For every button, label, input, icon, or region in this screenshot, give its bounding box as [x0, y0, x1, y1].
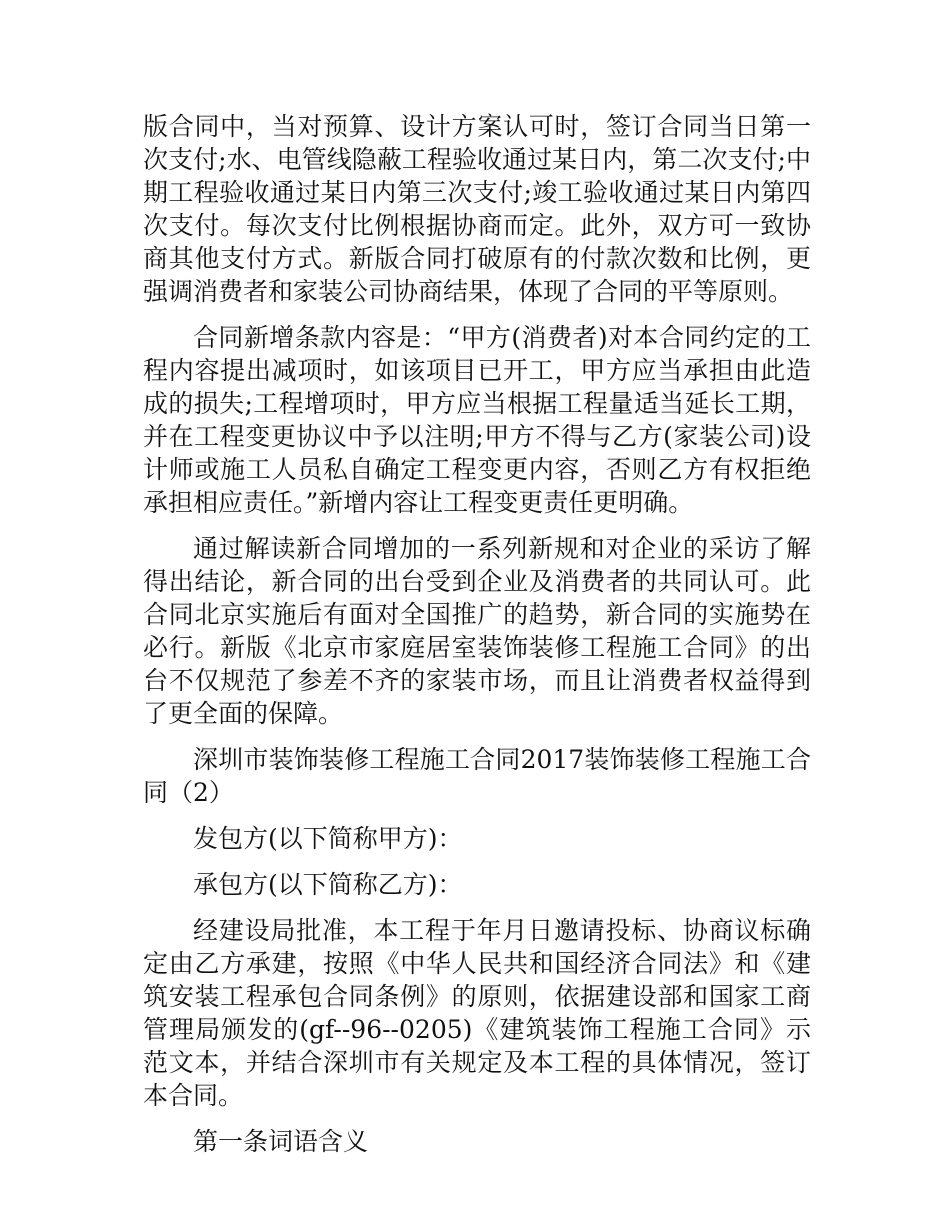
document-body: [143, 110, 811, 1171]
paragraph-conclusion: 通过解读新合同增加的一系列新规和对企业的采访了解得出结论，新合同的出台受到企业及消费者的共同认可。此合同北京实施后有面对全国推广的趋势，新合同的实施势在必行。新版《北京市家庭居室装饰装修工程施工合同》的出台不仅规范了参差不齐的家装市场，而且让消费者权益得到了更全面的保障。: [143, 534, 811, 728]
paragraph-new-clauses: 合同新增条款内容是：“甲方(消费者)对本合同约定的工程内容提出减项时，如该项目已开工，甲方应当承担由此造成的损失;工程增项时，甲方应当根据工程量适当延长工期，并在工程变更协议中予以注明;甲方不得与乙方(家装公司)设计师或施工人员私自确定工程变更内容，否则乙方有权拒绝承担相应责任。”新增内容让工程变更责任更明确。: [143, 323, 811, 517]
article-one-heading: 第一条词语含义: [193, 1127, 369, 1156]
paragraph-contract-basis: 经建设局批准，本工程于年月日邀请投标、协商议标确定由乙方承建，按照《中华人民共和国经济合同法》和《建筑安装工程承包合同条例》的原则，依据建设部和国家工商管理局颁发的(gf--96--0205)《建筑装饰工程施工合同》示范文本，并结合深圳市有关规定及本工程的具体情况，签订本合同。: [143, 916, 811, 1110]
contract-heading: 深圳市装饰装修工程施工合同2017装饰装修工程施工合同（2）: [143, 745, 811, 807]
party-b-line: 承包方(以下简称乙方)：: [193, 870, 463, 899]
paragraph-payment-schedule: 版合同中，当对预算、设计方案认可时，签订合同当日第一次支付;水、电管线隐蔽工程验收通过某日内，第二次支付;中期工程验收通过某日内第三次支付;竣工验收通过某日内第四次支付。每次支付比例根据协商而定。此外，双方可一致协商其他支付方式。新版合同打破原有的付款次数和比例，更强调消费者和家装公司协商结果，体现了合同的平等原则。: [143, 112, 811, 306]
party-a-line: 发包方(以下简称甲方)：: [193, 824, 463, 853]
